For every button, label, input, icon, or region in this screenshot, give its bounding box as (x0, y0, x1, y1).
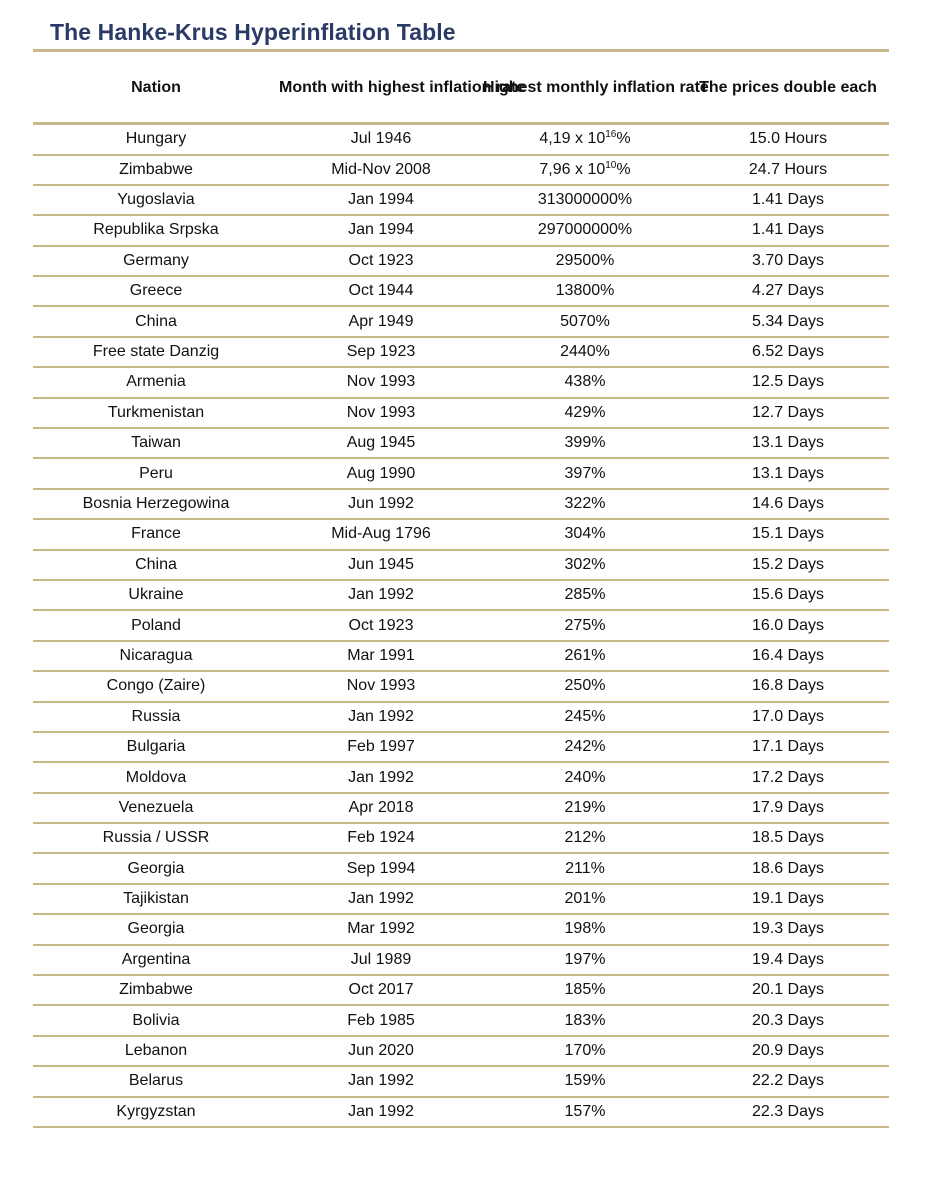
rate-cell: 313000000% (537, 191, 633, 209)
nation-cell: Taiwan (131, 434, 181, 452)
table-row (33, 854, 889, 884)
month-cell: Jan 1994 (348, 191, 414, 209)
rate-base: 7,96 x 10 (539, 160, 606, 178)
table-row (33, 277, 889, 307)
double-cell: 17.1 Days (751, 738, 825, 756)
rate-cell: 159% (564, 1072, 606, 1090)
double-cell: 5.34 Days (751, 312, 825, 330)
table-header-row (33, 52, 889, 122)
nation-cell: Ukraine (128, 586, 184, 604)
table-row (33, 581, 889, 611)
nation-cell: Bulgaria (126, 738, 186, 756)
double-cell: 19.4 Days (751, 950, 825, 968)
nation-cell: Venezuela (118, 798, 194, 816)
table-row (33, 672, 889, 702)
double-cell: 17.9 Days (751, 798, 825, 816)
table-row (33, 763, 889, 793)
month-cell: Jan 1992 (348, 1072, 414, 1090)
rate-cell: 29500% (555, 251, 615, 269)
table-row (33, 459, 889, 489)
table-row (33, 122, 889, 156)
nation-cell: Bolivia (132, 1011, 180, 1029)
nation-cell: Hungary (125, 130, 187, 148)
month-cell: Apr 1949 (348, 312, 414, 330)
rate-cell: 201% (564, 890, 606, 908)
month-cell: Feb 1985 (347, 1011, 415, 1029)
month-cell: Apr 2018 (348, 798, 414, 816)
rate-cell: 261% (564, 646, 606, 664)
month-cell: Jun 1992 (348, 494, 414, 512)
double-cell: 22.3 Days (751, 1102, 825, 1120)
nation-cell: Georgia (127, 920, 185, 938)
rate-exponent: 10 (605, 159, 617, 171)
nation-cell: Congo (Zaire) (106, 677, 206, 695)
table-row (33, 1037, 889, 1067)
nation-cell: Free state Danzig (92, 343, 220, 361)
nation-cell: Germany (123, 251, 189, 269)
rate-cell: 212% (564, 829, 606, 847)
rate-cell: 438% (564, 373, 606, 391)
month-cell: Jun 2020 (348, 1042, 414, 1060)
month-cell: Jan 1992 (348, 768, 414, 786)
table-row (33, 611, 889, 641)
month-cell: Jan 1994 (348, 221, 414, 239)
rate-cell: 2440% (560, 343, 610, 361)
rate-cell: 240% (564, 768, 606, 786)
month-cell: Nov 1993 (346, 677, 416, 695)
double-cell: 15.2 Days (751, 555, 825, 573)
double-cell: 15.1 Days (751, 525, 825, 543)
double-cell: 4.27 Days (751, 282, 825, 300)
table-row (33, 186, 889, 216)
double-cell: 16.8 Days (751, 677, 825, 695)
nation-cell: Lebanon (124, 1042, 188, 1060)
table-row (33, 520, 889, 550)
double-cell: 13.1 Days (751, 464, 825, 482)
double-cell: 18.6 Days (751, 859, 825, 877)
double-cell: 20.3 Days (751, 1011, 825, 1029)
rate-cell: 397% (564, 464, 606, 482)
rate-cell: 245% (564, 707, 606, 725)
month-cell: Mid-Aug 1796 (331, 525, 431, 543)
month-cell: Oct 1923 (348, 251, 414, 269)
table-row (33, 216, 889, 246)
double-cell: 20.9 Days (751, 1042, 825, 1060)
nation-cell: Russia / USSR (102, 829, 210, 847)
month-cell: Feb 1997 (347, 738, 415, 756)
month-cell: Jun 1945 (348, 555, 414, 573)
nation-cell: Republika Srpska (93, 221, 219, 239)
table-row (33, 885, 889, 915)
nation-cell: Bosnia Herzegowina (82, 494, 230, 512)
double-cell: 1.41 Days (751, 221, 825, 239)
nation-cell: Zimbabwe (119, 981, 193, 999)
month-cell: Jan 1992 (348, 890, 414, 908)
month-cell: Feb 1924 (347, 829, 415, 847)
nation-cell: China (135, 555, 177, 573)
rate-cell: 198% (564, 920, 606, 938)
rate-cell: 399% (564, 434, 606, 452)
nation-cell: Russia (131, 707, 181, 725)
table-row (33, 490, 889, 520)
rate-cell: 185% (564, 981, 606, 999)
table-row (33, 1006, 889, 1036)
table-row (33, 551, 889, 581)
header-rate: Highest monthly inflation rate (483, 78, 709, 96)
rate-cell: 211% (565, 859, 605, 877)
double-cell: 6.52 Days (751, 343, 825, 361)
double-cell: 12.7 Days (751, 403, 825, 421)
rate-cell: 183% (564, 1011, 606, 1029)
double-cell: 16.0 Days (751, 616, 825, 634)
double-cell: 16.4 Days (751, 646, 825, 664)
nation-cell: Tajikistan (123, 890, 189, 908)
rate-cell: 322% (564, 494, 606, 512)
double-cell: 17.2 Days (751, 768, 825, 786)
rate-cell: 250% (564, 677, 606, 695)
month-cell: Aug 1945 (346, 434, 416, 452)
nation-cell: Yugoslavia (117, 191, 195, 209)
rate-cell: 285% (564, 586, 606, 604)
table-row (33, 703, 889, 733)
double-cell: 19.3 Days (751, 920, 825, 938)
double-cell: 17.0 Days (751, 707, 825, 725)
rate-cell: 304% (564, 525, 606, 543)
table-row (33, 946, 889, 976)
table-body (33, 122, 889, 1128)
rate-cell: 297000000% (537, 221, 633, 239)
nation-cell: Georgia (127, 859, 185, 877)
double-cell: 15.0 Hours (748, 130, 828, 148)
rate-cell: 275% (564, 616, 606, 634)
rate-cell (483, 130, 687, 148)
month-cell: Oct 2017 (348, 981, 414, 999)
rate-base: 4,19 x 10 (539, 130, 606, 148)
nation-cell: Greece (129, 282, 183, 300)
month-cell: Nov 1993 (346, 373, 416, 391)
month-cell: Nov 1993 (346, 403, 416, 421)
double-cell: 13.1 Days (751, 434, 825, 452)
double-cell: 20.1 Days (751, 981, 825, 999)
nation-cell: Kyrgyzstan (116, 1102, 196, 1120)
rate-exponent: 16 (605, 129, 617, 141)
nation-cell: France (131, 525, 181, 543)
nation-cell: Argentina (121, 950, 191, 968)
month-cell: Sep 1994 (346, 859, 416, 877)
nation-cell: Belarus (128, 1072, 184, 1090)
header-nation: Nation (131, 78, 181, 96)
nation-cell: Turkmenistan (107, 403, 205, 421)
month-cell: Oct 1923 (348, 616, 414, 634)
double-cell: 14.6 Days (751, 494, 825, 512)
header-month: Month with highest inflation rate (279, 78, 526, 96)
nation-cell: Moldova (125, 768, 187, 786)
rate-cell: 5070% (560, 312, 610, 330)
month-cell: Oct 1944 (348, 282, 414, 300)
rate-cell: 170% (564, 1042, 606, 1060)
month-cell: Sep 1923 (346, 343, 416, 361)
double-cell: 19.1 Days (751, 890, 825, 908)
rate-cell (483, 161, 687, 179)
double-cell: 12.5 Days (751, 373, 825, 391)
month-cell: Mar 1992 (347, 920, 415, 938)
month-cell: Jul 1989 (350, 950, 412, 968)
month-cell: Aug 1990 (346, 464, 416, 482)
nation-cell: Peru (139, 464, 173, 482)
table-row (33, 794, 889, 824)
header-double: The prices double each (699, 78, 877, 96)
table-row (33, 642, 889, 672)
hyperinflation-table (33, 49, 889, 1128)
rate-cell: 197% (564, 950, 606, 968)
nation-cell: Zimbabwe (119, 160, 193, 178)
table-row (33, 733, 889, 763)
page-title: The Hanke-Krus Hyperinflation Table (50, 19, 456, 45)
table-row (33, 399, 889, 429)
double-cell: 24.7 Hours (748, 160, 828, 178)
table-row (33, 1067, 889, 1097)
table-row (33, 247, 889, 277)
table-row (33, 338, 889, 368)
month-cell: Jan 1992 (348, 1102, 414, 1120)
rate-cell: 302% (564, 555, 606, 573)
nation-cell: Nicaragua (119, 646, 193, 664)
nation-cell: China (135, 312, 177, 330)
nation-cell: Poland (131, 616, 181, 634)
month-cell: Jul 1946 (350, 130, 412, 148)
double-cell: 3.70 Days (751, 251, 825, 269)
double-cell: 18.5 Days (751, 829, 825, 847)
rate-cell: 219% (564, 798, 606, 816)
month-cell: Jan 1992 (348, 707, 414, 725)
table-row (33, 1098, 889, 1128)
nation-cell: Armenia (126, 373, 186, 391)
month-cell: Mar 1991 (347, 646, 415, 664)
table-row (33, 307, 889, 337)
table-row (33, 156, 889, 186)
rate-cell: 13800% (555, 282, 615, 300)
double-cell: 15.6 Days (751, 586, 825, 604)
table-row (33, 368, 889, 398)
rate-suffix: % (616, 160, 631, 178)
rate-cell: 157% (564, 1102, 606, 1120)
month-cell: Jan 1992 (348, 586, 414, 604)
rate-cell: 429% (564, 403, 606, 421)
table-row (33, 824, 889, 854)
month-cell: Mid-Nov 2008 (331, 160, 431, 178)
rate-cell: 242% (564, 738, 606, 756)
rate-suffix: % (616, 130, 631, 148)
table-row (33, 915, 889, 945)
double-cell: 1.41 Days (751, 191, 825, 209)
table-row (33, 976, 889, 1006)
table-row (33, 429, 889, 459)
double-cell: 22.2 Days (751, 1072, 825, 1090)
